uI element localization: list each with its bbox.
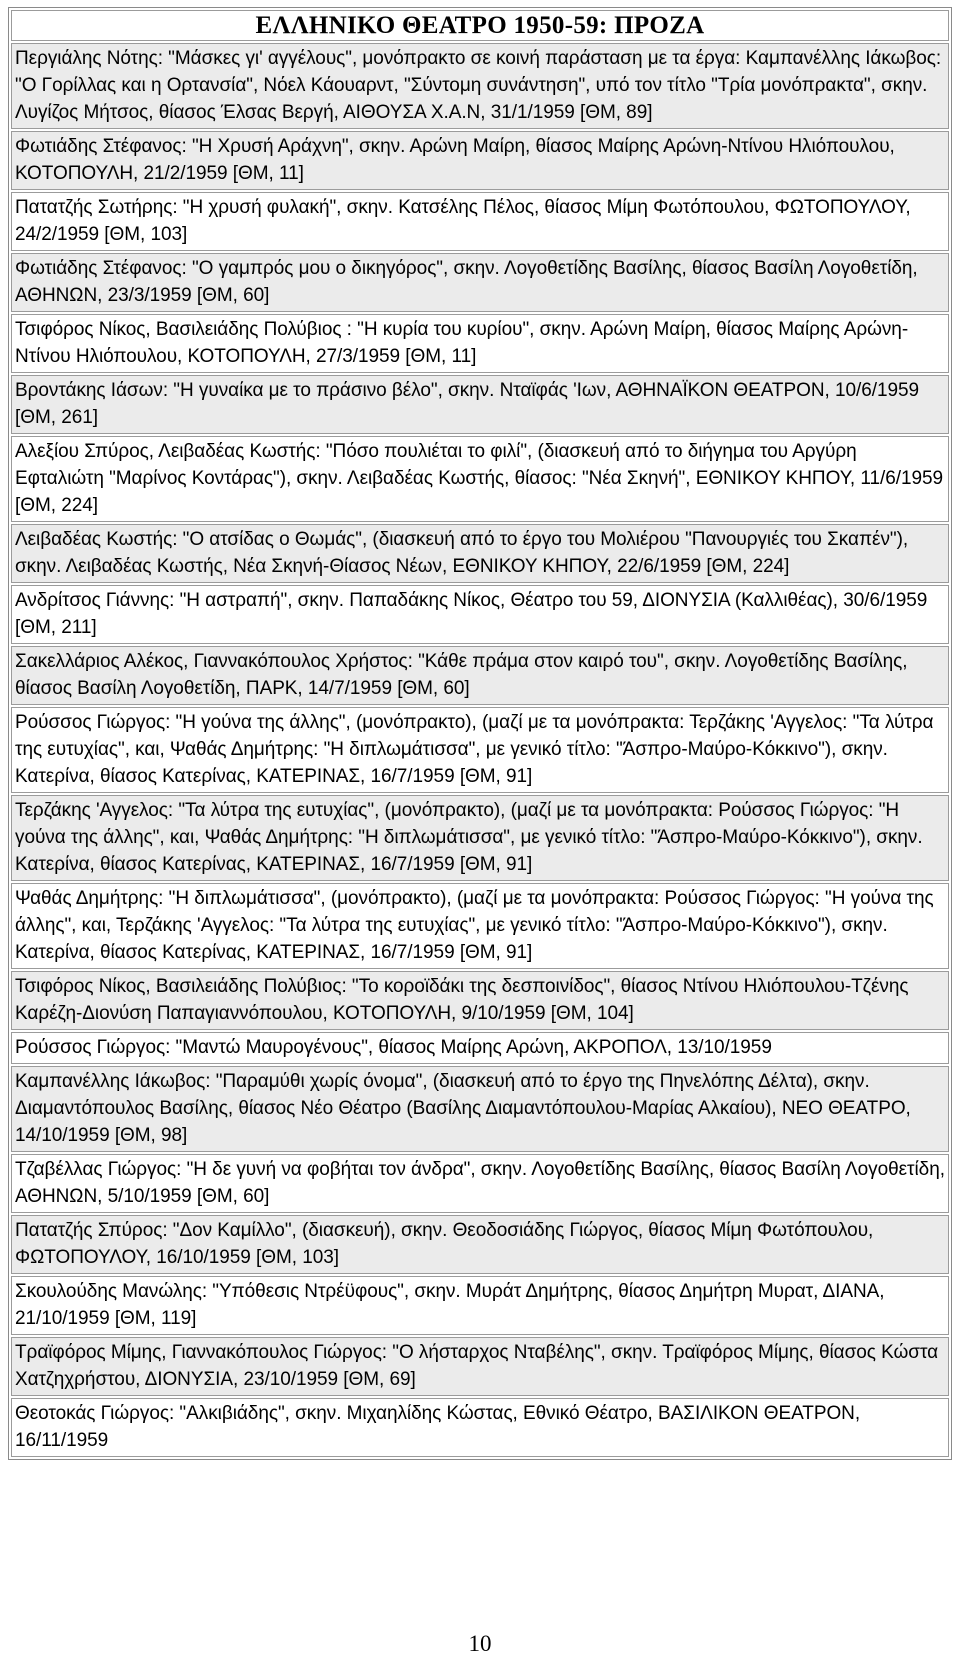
table-row: [11, 971, 949, 1030]
table-row: [11, 436, 949, 522]
table-row: [11, 1398, 949, 1457]
list-item: Φωτιάδης Στέφανος: "Η Χρυσή Αράχνη", σκην. Αρώνη Μαίρη, θίασος Μαίρης Αρώνη-Ντίνου Ηλιόπουλου, ΚΟΤΟΠΟΥΛΗ, 21/2/1959 [ΘΜ, 11]: [11, 131, 949, 190]
table-row: [11, 1154, 949, 1213]
list-item: Τζαβέλλας Γιώργος: "Η δε γυνή να φοβήται τον άνδρα", σκην. Λογοθετίδης Βασίλης, θίασος Βασίλη Λογοθετίδη, ΑΘΗΝΩΝ, 5/10/1959 [ΘΜ, 60]: [11, 1154, 949, 1213]
list-item: Σακελλάριος Αλέκος, Γιαννακόπουλος Χρήστος: "Κάθε πράμα στον καιρό του", σκην. Λογοθετίδης Βασίλης, θίασος Βασίλη Λογοθετίδη, ΠΑΡΚ, 14/7/1959 [ΘΜ, 60]: [11, 646, 949, 705]
list-item: Πατατζής Σωτήρης: "Η χρυσή φυλακή", σκην. Κατσέλης Πέλος, θίασος Μίμη Φωτόπουλου, ΦΩΤΟΠΟΥΛΟΥ, 24/2/1959 [ΘΜ, 103]: [11, 192, 949, 251]
page-number: 10: [468, 1631, 492, 1656]
table-row: [11, 585, 949, 644]
list-item: Φωτιάδης Στέφανος: "Ο γαμπρός μου ο δικηγόρος", σκην. Λογοθετίδης Βασίλης, θίασος Βασίλη Λογοθετίδη, ΑΘΗΝΩΝ, 23/3/1959 [ΘΜ, 60]: [11, 253, 949, 312]
table-row: [11, 1032, 949, 1064]
table-row: [11, 43, 949, 129]
document-title: ΕΛΛΗΝΙΚΟ ΘΕΑΤΡΟ 1950-59: ΠΡΟΖΑ: [11, 10, 949, 41]
list-item: Τραϊφόρος Μίμης, Γιαννακόπουλος Γιώργος: "Ο λήσταρχος Νταβέλης", σκην. Τραϊφόρος Μίμης, θίασος Κώστα Χατζηχρήστου, ΔΙΟΝΥΣΙΑ, 23/10/1959 [ΘΜ, 69]: [11, 1337, 949, 1396]
table-row: [11, 524, 949, 583]
table-row: [11, 314, 949, 373]
list-item: Λειβαδέας Κωστής: "Ο ατσίδας ο Θωμάς", (διασκευή από το έργο του Μολιέρου "Πανουργιές του Σκαπέν"), σκην. Λειβαδέας Κωστής, Νέα Σκηνή-Θίασος Νέων, ΕΘΝΙΚΟΥ ΚΗΠΟΥ, 22/6/1959 [ΘΜ, 224]: [11, 524, 949, 583]
list-item: Ψαθάς Δημήτρης: "Η διπλωμάτισσα", (μονόπρακτο), (μαζί με τα μονόπρακτα: Ρούσσος Γιώργος: "Η γούνα της άλλης", και, Τερζάκης 'Αγγελος: "Τα λύτρα της ευτυχίας", με γενικό τίτλο: "Άσπρο-Μαύρο-Κόκκινο"), σκην. Κατερίνα, θίασος Κατερίνας, ΚΑΤΕΡΙΝΑΣ, 16/7/1959 [ΘΜ, 91]: [11, 883, 949, 969]
table-row: [11, 1337, 949, 1396]
list-item: Ρούσσος Γιώργος: "Μαντώ Μαυρογένους", θίασος Μαίρης Αρώνη, ΑΚΡΟΠΟΛ, 13/10/1959: [11, 1032, 949, 1064]
table-row: [11, 253, 949, 312]
list-item: Περγιάλης Νότης: "Μάσκες γι' αγγέλους", μονόπρακτο σε κοινή παράσταση με τα έργα: Καμπανέλλης Ιάκωβος: "Ο Γορίλλας και η Ορτανσία", Νόελ Κάουαρντ, "Σύντομη συνάντηση", υπό τον τίτλο "Τρία μονόπρακτα", σκην. Λυγίζος Μήτσος, θίασος Έλσας Βεργή, ΑΙΘΟΥΣΑ Χ.Α.Ν, 31/1/1959 [ΘΜ, 89]: [11, 43, 949, 129]
list-item: Καμπανέλλης Ιάκωβος: "Παραμύθι χωρίς όνομα", (διασκευή από το έργο της Πηνελόπης Δέλτα), σκην. Διαμαντόπουλος Βασίλης, θίασος Νέο Θέατρο (Βασίλης Διαμαντόπουλου-Μαρίας Αλκαίου), ΝΕΟ ΘΕΑΤΡΟ, 14/10/1959 [ΘΜ, 98]: [11, 1066, 949, 1152]
theatre-listing-table: [8, 7, 952, 1460]
list-item: Σκουλούδης Μανώλης: "Υπόθεσις Ντρέϋφους", σκην. Μυράτ Δημήτρης, θίασος Δημήτρη Μυρατ, ΔΙΑΝΑ, 21/10/1959 [ΘΜ, 119]: [11, 1276, 949, 1335]
table-row: [11, 1276, 949, 1335]
table-row: [11, 646, 949, 705]
table-row: [11, 707, 949, 793]
table-row: [11, 375, 949, 434]
list-item: Τερζάκης 'Αγγελος: "Τα λύτρα της ευτυχίας", (μονόπρακτο), (μαζί με τα μονόπρακτα: Ρούσσος Γιώργος: "Η γούνα της άλλης", και, Ψαθάς Δημήτρης: "Η διπλωμάτισσα", με γενικό τίτλο: "Άσπρο-Μαύρο-Κόκκινο"), σκην. Κατερίνα, θίασος Κατερίνας, ΚΑΤΕΡΙΝΑΣ, 16/7/1959 [ΘΜ, 91]: [11, 795, 949, 881]
list-item: Τσιφόρος Νίκος, Βασιλειάδης Πολύβιος : "Η κυρία του κυρίου", σκην. Αρώνη Μαίρη, θίασος Μαίρης Αρώνη-Ντίνου Ηλιόπουλου, ΚΟΤΟΠΟΥΛΗ, 27/3/1959 [ΘΜ, 11]: [11, 314, 949, 373]
list-item: Πατατζής Σπύρος: "Δον Καμίλλο", (διασκευή), σκην. Θεοδοσιάδης Γιώργος, θίασος Μίμη Φωτόπουλου, ΦΩΤΟΠΟΥΛΟΥ, 16/10/1959 [ΘΜ, 103]: [11, 1215, 949, 1274]
list-item: Τσιφόρος Νίκος, Βασιλειάδης Πολύβιος: "Το κοροϊδάκι της δεσποινίδος", θίασος Ντίνου Ηλιόπουλου-Τζένης Καρέζη-Διονύση Παπαγιαννόπουλου, ΚΟΤΟΠΟΥΛΗ, 9/10/1959 [ΘΜ, 104]: [11, 971, 949, 1030]
list-item: Θεοτοκάς Γιώργος: "Αλκιβιάδης", σκην. Μιχαηλίδης Κώστας, Εθνικό Θέατρο, ΒΑΣΙΛΙΚΟΝ ΘΕΑΤΡΟΝ, 16/11/1959: [11, 1398, 949, 1457]
list-item: Βροντάκης Ιάσων: "Η γυναίκα με το πράσινο βέλο", σκην. Νταϊφάς 'Ιων, ΑΘΗΝΑΪΚΟΝ ΘΕΑΤΡΟΝ, 10/6/1959 [ΘΜ, 261]: [11, 375, 949, 434]
list-item: Ρούσσος Γιώργος: "Η γούνα της άλλης", (μονόπρακτο), (μαζί με τα μονόπρακτα: Τερζάκης 'Αγγελος: "Τα λύτρα της ευτυχίας", και, Ψαθάς Δημήτρης: "Η διπλωμάτισσα", με γενικό τίτλο: "Άσπρο-Μαύρο-Κόκκινο"), σκην. Κατερίνα, θίασος Κατερίνας, ΚΑΤΕΡΙΝΑΣ, 16/7/1959 [ΘΜ, 91]: [11, 707, 949, 793]
listing-body: [11, 10, 949, 1457]
title-row: [11, 10, 949, 41]
table-row: [11, 795, 949, 881]
table-row: [11, 883, 949, 969]
table-row: [11, 1066, 949, 1152]
table-row: [11, 131, 949, 190]
list-item: Αλεξίου Σπύρος, Λειβαδέας Κωστής: "Πόσο πουλιέται το φιλί", (διασκευή από το διήγημα του Αργύρη Εφταλιώτη "Μαρίνος Κοντάρας"), σκην. Λειβαδέας Κωστής, θίασος: "Νέα Σκηνή", ΕΘΝΙΚΟΥ ΚΗΠΟΥ, 11/6/1959 [ΘΜ, 224]: [11, 436, 949, 522]
table-row: [11, 192, 949, 251]
table-row: [11, 1215, 949, 1274]
list-item: Ανδρίτσος Γιάννης: "Η αστραπή", σκην. Παπαδάκης Νίκος, Θέατρο του 59, ΔΙΟΝΥΣΙΑ (Καλλιθέας), 30/6/1959 [ΘΜ, 211]: [11, 585, 949, 644]
